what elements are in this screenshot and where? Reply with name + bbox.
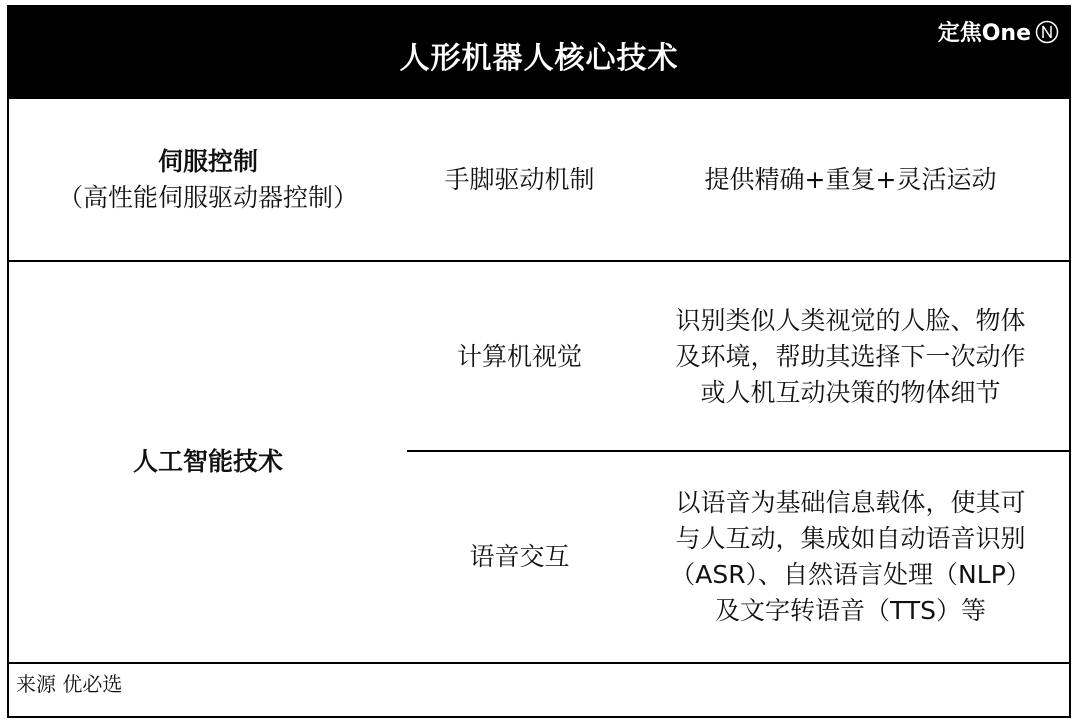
desc-speech-line: （ASR）、自然语言处理（NLP） [670,560,1031,589]
brand-icon [1035,20,1059,44]
technology-table [7,5,1071,718]
subtech-servo: 手脚驱动机制 [444,165,595,194]
category-ai-cell [9,262,407,662]
subtech-servo-cell [407,99,632,261]
subtech-speech: 语音交互 [469,542,570,571]
desc-vision-line: 或人机互动决策的物体细节 [700,377,1001,407]
desc-servo-cell [632,99,1069,261]
desc-speech-line: 以语音为基础信息载体，使其可 [675,488,1026,517]
desc-vision-line: 识别类似人类视觉的人脸、物体 [675,305,1026,335]
desc-speech-line: 与人互动，集成如自动语音识别 [675,524,1026,553]
desc-vision-cell [632,262,1069,451]
category-servo-sub: （高性能伺服驱动器控制） [57,183,358,212]
subtech-vision-cell [407,262,632,451]
desc-speech-cell [632,452,1069,662]
footer-divider [9,662,1069,664]
category-ai: 人工智能技术 [132,447,283,476]
table-title: 人形机器人核心技术 [399,41,679,76]
table-header [9,7,1069,99]
source-note: 来源 优必选 [16,672,123,696]
desc-speech-line: 及文字转语音（TTS）等 [715,596,986,625]
desc-vision-line: 及环境，帮助其选择下一次动作 [675,341,1026,371]
desc-servo: 提供精确+重复+灵活运动 [704,165,997,194]
brand-name: 定焦One [937,21,1031,46]
brand-logo [938,16,1059,47]
category-servo-cell [9,99,407,261]
subtech-vision: 计算机视觉 [456,341,582,371]
category-servo: 伺服控制 [157,147,258,176]
subtech-speech-cell [407,452,632,662]
